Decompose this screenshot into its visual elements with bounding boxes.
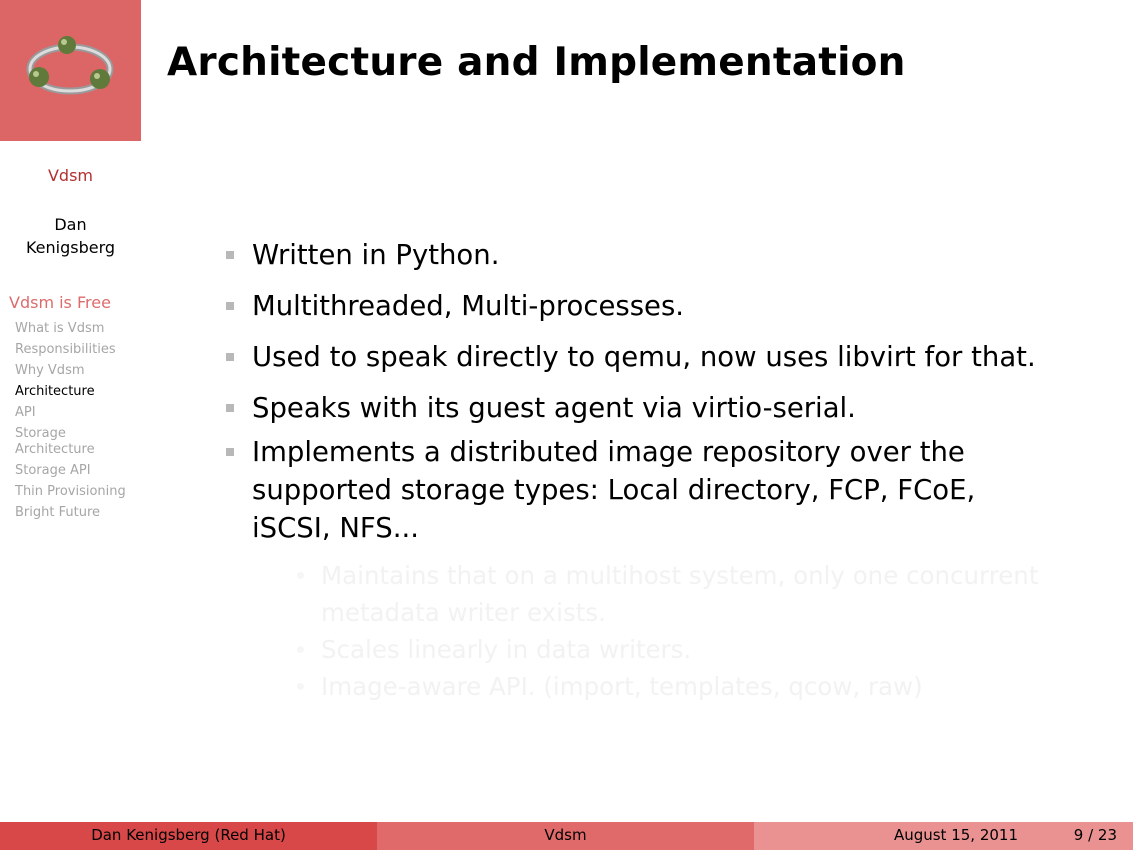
circle-bullet-icon <box>297 683 304 690</box>
sidebar-author <box>0 213 141 259</box>
square-bullet-icon <box>226 353 234 361</box>
bullet-text: Implements a distributed image repository over the supported storage types: Local directory, FCP, FCoE, iSCSI, NFS... <box>252 436 976 544</box>
square-bullet-icon <box>226 302 234 310</box>
toc-item-api[interactable]: API <box>15 405 36 420</box>
square-bullet-icon <box>226 251 234 259</box>
bullet-text: Multithreaded, Multi-processes. <box>252 290 685 322</box>
author-last-name: Kenigsberg <box>25 238 116 257</box>
square-bullet-icon <box>226 404 234 412</box>
slide-title: Architecture and Implementation <box>167 40 906 85</box>
circle-bullet-icon <box>297 572 304 579</box>
sub-bullet-item <box>292 557 1112 631</box>
toc-item-what-is-vdsm[interactable]: What is Vdsm <box>15 321 105 336</box>
footer-right <box>754 822 1133 850</box>
bullet-item <box>224 389 1104 427</box>
toc-item-architecture[interactable]: Architecture <box>15 384 95 399</box>
bullet-item <box>224 433 1022 547</box>
footer-title[interactable]: Vdsm <box>377 822 754 850</box>
circle-bullet-icon <box>297 646 304 653</box>
square-bullet-icon <box>226 448 234 456</box>
bullet-item <box>224 338 1104 376</box>
logo-box <box>0 0 141 141</box>
toc-item-storage-api[interactable]: Storage API <box>15 463 91 478</box>
bullet-text: Speaks with its guest agent via virtio-serial. <box>252 392 856 424</box>
sub-bullet-text: Scales linearly in data writers. <box>321 635 692 664</box>
bullet-text: Written in Python. <box>252 239 500 271</box>
hidden-sub-bullet-list <box>292 557 1112 705</box>
sidebar-toc <box>15 321 135 526</box>
footer-bar <box>0 822 1133 850</box>
sub-bullet-text: Maintains that on a multihost system, only one concurrent metadata writer exists. <box>321 561 1039 627</box>
toc-item-thin-provisioning[interactable]: Thin Provisioning <box>15 484 126 499</box>
vdsm-logo-icon <box>22 33 118 103</box>
sidebar-section-title[interactable]: Vdsm is Free <box>9 293 111 312</box>
footer-date: August 15, 2011 <box>893 826 1018 844</box>
sub-bullet-item <box>292 668 1112 705</box>
toc-item-responsibilities[interactable]: Responsibilities <box>15 342 116 357</box>
bullet-item <box>224 236 1104 274</box>
footer-author[interactable]: Dan Kenigsberg (Red Hat) <box>0 822 377 850</box>
presentation-short-title: Vdsm <box>47 166 94 185</box>
sub-bullet-item <box>292 631 1112 668</box>
author-first-name: Dan <box>54 215 87 234</box>
toc-item-why-vdsm[interactable]: Why Vdsm <box>15 363 85 378</box>
bullet-item <box>224 287 1104 325</box>
toc-item-bright-future[interactable]: Bright Future <box>15 505 100 520</box>
sub-bullet-text: Image-aware API. (import, templates, qcow, raw) <box>321 672 923 701</box>
bullet-list <box>224 236 1104 547</box>
footer-page-number: 9 / 23 <box>1073 826 1117 844</box>
bullet-text: Used to speak directly to qemu, now uses libvirt for that. <box>252 341 1036 373</box>
toc-item-storage-architecture[interactable]: Storage Architecture <box>15 426 95 457</box>
